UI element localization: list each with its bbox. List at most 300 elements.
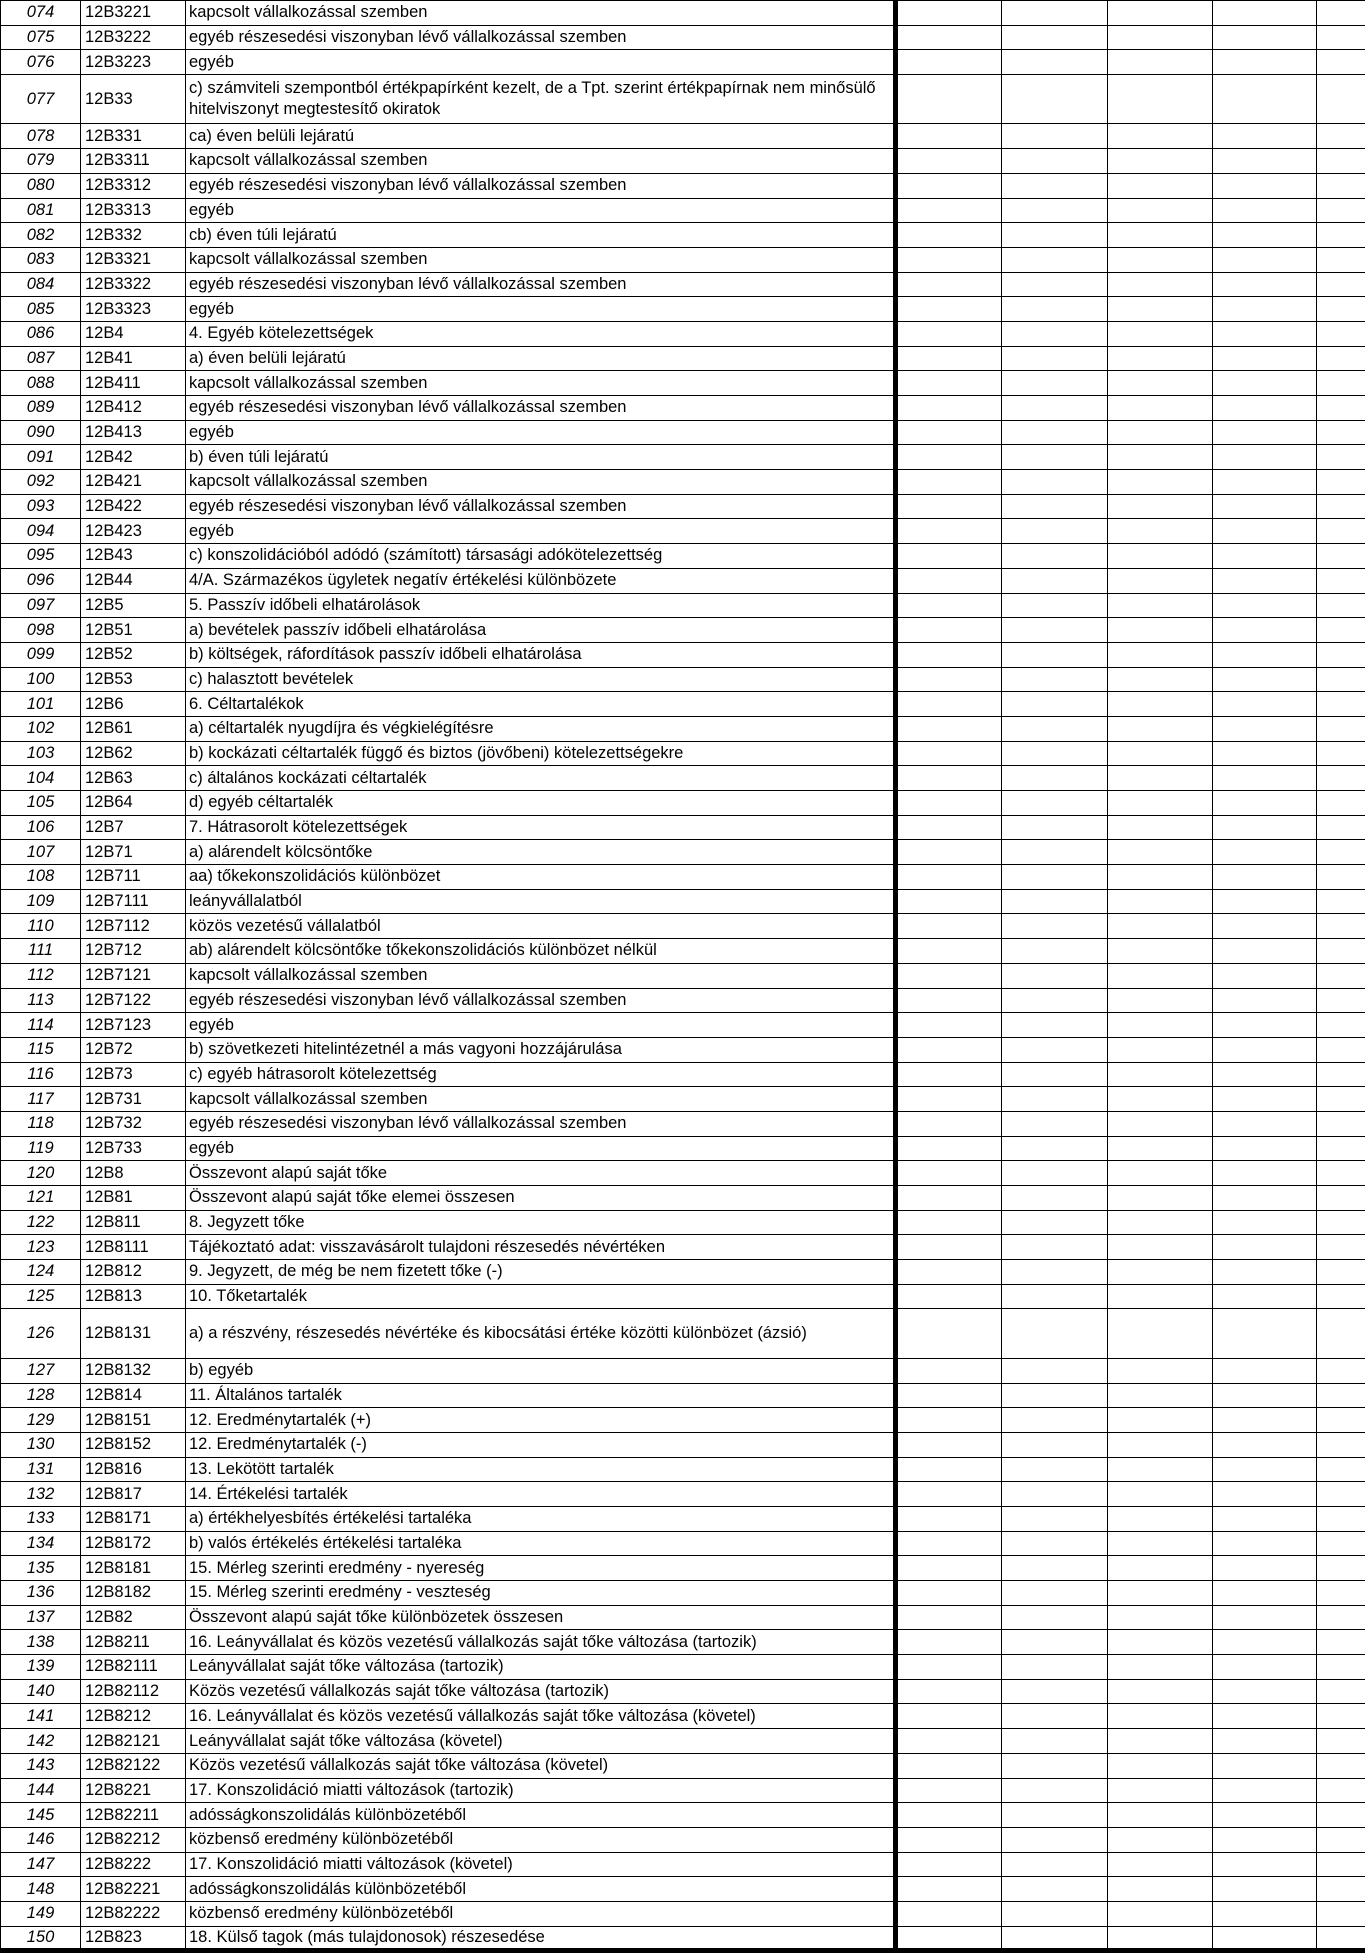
value-cell-1[interactable] xyxy=(896,1161,1002,1186)
value-cell-2[interactable] xyxy=(1002,1827,1108,1852)
value-cell-3[interactable] xyxy=(1108,519,1213,544)
value-cell-2[interactable] xyxy=(1002,1383,1108,1408)
value-cell-4[interactable] xyxy=(1213,1260,1317,1285)
value-cell-5[interactable] xyxy=(1317,1432,1365,1457)
value-cell-2[interactable] xyxy=(1002,889,1108,914)
value-cell-4[interactable] xyxy=(1213,1111,1317,1136)
value-cell-5[interactable] xyxy=(1317,1284,1365,1309)
value-cell-5[interactable] xyxy=(1317,840,1365,865)
value-cell-1[interactable] xyxy=(896,791,1002,816)
value-cell-3[interactable] xyxy=(1108,25,1213,50)
value-cell-4[interactable] xyxy=(1213,766,1317,791)
value-cell-5[interactable] xyxy=(1317,914,1365,939)
value-cell-3[interactable] xyxy=(1108,1531,1213,1556)
value-cell-2[interactable] xyxy=(1002,1605,1108,1630)
value-cell-3[interactable] xyxy=(1108,1309,1213,1358)
value-cell-1[interactable] xyxy=(896,1581,1002,1606)
value-cell-1[interactable] xyxy=(896,963,1002,988)
value-cell-4[interactable] xyxy=(1213,445,1317,470)
value-cell-4[interactable] xyxy=(1213,1581,1317,1606)
value-cell-1[interactable] xyxy=(896,1,1002,26)
value-cell-5[interactable] xyxy=(1317,1852,1365,1877)
value-cell-1[interactable] xyxy=(896,396,1002,421)
value-cell-1[interactable] xyxy=(896,1087,1002,1112)
value-cell-3[interactable] xyxy=(1108,1037,1213,1062)
value-cell-5[interactable] xyxy=(1317,1186,1365,1211)
value-cell-2[interactable] xyxy=(1002,198,1108,223)
value-cell-5[interactable] xyxy=(1317,25,1365,50)
value-cell-1[interactable] xyxy=(896,1753,1002,1778)
value-cell-5[interactable] xyxy=(1317,889,1365,914)
value-cell-5[interactable] xyxy=(1317,642,1365,667)
value-cell-1[interactable] xyxy=(896,1655,1002,1680)
value-cell-2[interactable] xyxy=(1002,568,1108,593)
value-cell-5[interactable] xyxy=(1317,519,1365,544)
value-cell-5[interactable] xyxy=(1317,1,1365,26)
value-cell-1[interactable] xyxy=(896,1803,1002,1828)
value-cell-3[interactable] xyxy=(1108,939,1213,964)
value-cell-2[interactable] xyxy=(1002,544,1108,569)
value-cell-4[interactable] xyxy=(1213,470,1317,495)
value-cell-5[interactable] xyxy=(1317,470,1365,495)
value-cell-1[interactable] xyxy=(896,1852,1002,1877)
value-cell-4[interactable] xyxy=(1213,1432,1317,1457)
value-cell-4[interactable] xyxy=(1213,1309,1317,1358)
value-cell-1[interactable] xyxy=(896,1383,1002,1408)
value-cell-5[interactable] xyxy=(1317,445,1365,470)
value-cell-4[interactable] xyxy=(1213,1605,1317,1630)
value-cell-3[interactable] xyxy=(1108,1506,1213,1531)
value-cell-2[interactable] xyxy=(1002,1235,1108,1260)
value-cell-3[interactable] xyxy=(1108,1729,1213,1754)
value-cell-1[interactable] xyxy=(896,1556,1002,1581)
value-cell-2[interactable] xyxy=(1002,1260,1108,1285)
value-cell-1[interactable] xyxy=(896,1926,1002,1951)
value-cell-5[interactable] xyxy=(1317,297,1365,322)
value-cell-3[interactable] xyxy=(1108,1111,1213,1136)
value-cell-1[interactable] xyxy=(896,75,1002,124)
value-cell-1[interactable] xyxy=(896,889,1002,914)
value-cell-1[interactable] xyxy=(896,1877,1002,1902)
value-cell-3[interactable] xyxy=(1108,173,1213,198)
value-cell-5[interactable] xyxy=(1317,1803,1365,1828)
value-cell-2[interactable] xyxy=(1002,1531,1108,1556)
value-cell-2[interactable] xyxy=(1002,173,1108,198)
value-cell-4[interactable] xyxy=(1213,1630,1317,1655)
value-cell-4[interactable] xyxy=(1213,741,1317,766)
value-cell-3[interactable] xyxy=(1108,618,1213,643)
value-cell-3[interactable] xyxy=(1108,642,1213,667)
value-cell-5[interactable] xyxy=(1317,346,1365,371)
value-cell-3[interactable] xyxy=(1108,914,1213,939)
value-cell-3[interactable] xyxy=(1108,865,1213,890)
value-cell-2[interactable] xyxy=(1002,247,1108,272)
value-cell-1[interactable] xyxy=(896,1136,1002,1161)
value-cell-4[interactable] xyxy=(1213,815,1317,840)
value-cell-2[interactable] xyxy=(1002,1457,1108,1482)
value-cell-1[interactable] xyxy=(896,1432,1002,1457)
value-cell-3[interactable] xyxy=(1108,1087,1213,1112)
value-cell-4[interactable] xyxy=(1213,247,1317,272)
value-cell-3[interactable] xyxy=(1108,1136,1213,1161)
value-cell-1[interactable] xyxy=(896,1358,1002,1383)
value-cell-5[interactable] xyxy=(1317,1901,1365,1926)
value-cell-3[interactable] xyxy=(1108,1210,1213,1235)
value-cell-2[interactable] xyxy=(1002,1482,1108,1507)
value-cell-4[interactable] xyxy=(1213,1358,1317,1383)
value-cell-2[interactable] xyxy=(1002,1432,1108,1457)
value-cell-4[interactable] xyxy=(1213,988,1317,1013)
value-cell-4[interactable] xyxy=(1213,568,1317,593)
value-cell-1[interactable] xyxy=(896,1210,1002,1235)
value-cell-4[interactable] xyxy=(1213,1877,1317,1902)
value-cell-2[interactable] xyxy=(1002,346,1108,371)
value-cell-5[interactable] xyxy=(1317,1753,1365,1778)
value-cell-3[interactable] xyxy=(1108,1655,1213,1680)
value-cell-2[interactable] xyxy=(1002,1284,1108,1309)
value-cell-2[interactable] xyxy=(1002,1852,1108,1877)
value-cell-4[interactable] xyxy=(1213,396,1317,421)
value-cell-4[interactable] xyxy=(1213,1704,1317,1729)
value-cell-5[interactable] xyxy=(1317,1655,1365,1680)
value-cell-5[interactable] xyxy=(1317,1383,1365,1408)
value-cell-2[interactable] xyxy=(1002,1,1108,26)
value-cell-5[interactable] xyxy=(1317,939,1365,964)
value-cell-1[interactable] xyxy=(896,124,1002,149)
value-cell-4[interactable] xyxy=(1213,939,1317,964)
value-cell-3[interactable] xyxy=(1108,1581,1213,1606)
value-cell-3[interactable] xyxy=(1108,1901,1213,1926)
value-cell-4[interactable] xyxy=(1213,494,1317,519)
value-cell-3[interactable] xyxy=(1108,568,1213,593)
value-cell-5[interactable] xyxy=(1317,1581,1365,1606)
value-cell-2[interactable] xyxy=(1002,396,1108,421)
value-cell-3[interactable] xyxy=(1108,223,1213,248)
value-cell-4[interactable] xyxy=(1213,50,1317,75)
value-cell-3[interactable] xyxy=(1108,1679,1213,1704)
value-cell-4[interactable] xyxy=(1213,791,1317,816)
value-cell-4[interactable] xyxy=(1213,618,1317,643)
value-cell-1[interactable] xyxy=(896,642,1002,667)
value-cell-5[interactable] xyxy=(1317,420,1365,445)
value-cell-3[interactable] xyxy=(1108,963,1213,988)
value-cell-5[interactable] xyxy=(1317,1531,1365,1556)
value-cell-2[interactable] xyxy=(1002,1309,1108,1358)
value-cell-1[interactable] xyxy=(896,1111,1002,1136)
value-cell-4[interactable] xyxy=(1213,716,1317,741)
value-cell-1[interactable] xyxy=(896,470,1002,495)
value-cell-1[interactable] xyxy=(896,1630,1002,1655)
value-cell-4[interactable] xyxy=(1213,1926,1317,1951)
value-cell-5[interactable] xyxy=(1317,568,1365,593)
value-cell-1[interactable] xyxy=(896,247,1002,272)
value-cell-3[interactable] xyxy=(1108,1408,1213,1433)
value-cell-4[interactable] xyxy=(1213,371,1317,396)
value-cell-1[interactable] xyxy=(896,1408,1002,1433)
value-cell-3[interactable] xyxy=(1108,1877,1213,1902)
value-cell-4[interactable] xyxy=(1213,1235,1317,1260)
value-cell-2[interactable] xyxy=(1002,1087,1108,1112)
value-cell-4[interactable] xyxy=(1213,1753,1317,1778)
value-cell-3[interactable] xyxy=(1108,272,1213,297)
value-cell-3[interactable] xyxy=(1108,1605,1213,1630)
value-cell-2[interactable] xyxy=(1002,1679,1108,1704)
value-cell-3[interactable] xyxy=(1108,692,1213,717)
value-cell-2[interactable] xyxy=(1002,791,1108,816)
value-cell-4[interactable] xyxy=(1213,1531,1317,1556)
value-cell-2[interactable] xyxy=(1002,1186,1108,1211)
value-cell-5[interactable] xyxy=(1317,124,1365,149)
value-cell-1[interactable] xyxy=(896,865,1002,890)
value-cell-4[interactable] xyxy=(1213,297,1317,322)
value-cell-4[interactable] xyxy=(1213,1087,1317,1112)
value-cell-3[interactable] xyxy=(1108,1284,1213,1309)
value-cell-4[interactable] xyxy=(1213,667,1317,692)
value-cell-1[interactable] xyxy=(896,1284,1002,1309)
value-cell-5[interactable] xyxy=(1317,1926,1365,1951)
value-cell-4[interactable] xyxy=(1213,1803,1317,1828)
value-cell-5[interactable] xyxy=(1317,1111,1365,1136)
value-cell-5[interactable] xyxy=(1317,1309,1365,1358)
value-cell-1[interactable] xyxy=(896,445,1002,470)
value-cell-3[interactable] xyxy=(1108,815,1213,840)
value-cell-1[interactable] xyxy=(896,593,1002,618)
value-cell-2[interactable] xyxy=(1002,1778,1108,1803)
value-cell-2[interactable] xyxy=(1002,149,1108,174)
value-cell-5[interactable] xyxy=(1317,1260,1365,1285)
value-cell-4[interactable] xyxy=(1213,544,1317,569)
value-cell-1[interactable] xyxy=(896,840,1002,865)
value-cell-1[interactable] xyxy=(896,1309,1002,1358)
value-cell-5[interactable] xyxy=(1317,1704,1365,1729)
value-cell-1[interactable] xyxy=(896,321,1002,346)
value-cell-3[interactable] xyxy=(1108,1013,1213,1038)
value-cell-2[interactable] xyxy=(1002,1013,1108,1038)
value-cell-4[interactable] xyxy=(1213,1778,1317,1803)
value-cell-2[interactable] xyxy=(1002,1753,1108,1778)
value-cell-1[interactable] xyxy=(896,815,1002,840)
value-cell-4[interactable] xyxy=(1213,914,1317,939)
value-cell-1[interactable] xyxy=(896,1827,1002,1852)
value-cell-3[interactable] xyxy=(1108,1,1213,26)
value-cell-2[interactable] xyxy=(1002,1901,1108,1926)
value-cell-5[interactable] xyxy=(1317,1136,1365,1161)
value-cell-2[interactable] xyxy=(1002,939,1108,964)
value-cell-4[interactable] xyxy=(1213,1013,1317,1038)
value-cell-2[interactable] xyxy=(1002,1803,1108,1828)
value-cell-5[interactable] xyxy=(1317,494,1365,519)
value-cell-3[interactable] xyxy=(1108,741,1213,766)
value-cell-5[interactable] xyxy=(1317,396,1365,421)
value-cell-4[interactable] xyxy=(1213,75,1317,124)
value-cell-3[interactable] xyxy=(1108,420,1213,445)
value-cell-4[interactable] xyxy=(1213,1284,1317,1309)
value-cell-3[interactable] xyxy=(1108,297,1213,322)
value-cell-4[interactable] xyxy=(1213,198,1317,223)
value-cell-5[interactable] xyxy=(1317,544,1365,569)
value-cell-5[interactable] xyxy=(1317,593,1365,618)
value-cell-1[interactable] xyxy=(896,1235,1002,1260)
value-cell-4[interactable] xyxy=(1213,1827,1317,1852)
value-cell-3[interactable] xyxy=(1108,840,1213,865)
value-cell-5[interactable] xyxy=(1317,1037,1365,1062)
value-cell-4[interactable] xyxy=(1213,173,1317,198)
value-cell-4[interactable] xyxy=(1213,519,1317,544)
value-cell-1[interactable] xyxy=(896,25,1002,50)
value-cell-3[interactable] xyxy=(1108,445,1213,470)
value-cell-2[interactable] xyxy=(1002,272,1108,297)
value-cell-1[interactable] xyxy=(896,1679,1002,1704)
value-cell-3[interactable] xyxy=(1108,1358,1213,1383)
value-cell-1[interactable] xyxy=(896,1482,1002,1507)
value-cell-3[interactable] xyxy=(1108,593,1213,618)
value-cell-2[interactable] xyxy=(1002,420,1108,445)
value-cell-2[interactable] xyxy=(1002,716,1108,741)
value-cell-5[interactable] xyxy=(1317,1408,1365,1433)
value-cell-2[interactable] xyxy=(1002,494,1108,519)
value-cell-2[interactable] xyxy=(1002,1506,1108,1531)
value-cell-4[interactable] xyxy=(1213,642,1317,667)
value-cell-2[interactable] xyxy=(1002,988,1108,1013)
value-cell-3[interactable] xyxy=(1108,247,1213,272)
value-cell-2[interactable] xyxy=(1002,840,1108,865)
value-cell-1[interactable] xyxy=(896,1778,1002,1803)
value-cell-2[interactable] xyxy=(1002,1037,1108,1062)
value-cell-1[interactable] xyxy=(896,1605,1002,1630)
value-cell-3[interactable] xyxy=(1108,346,1213,371)
value-cell-5[interactable] xyxy=(1317,667,1365,692)
value-cell-5[interactable] xyxy=(1317,1358,1365,1383)
value-cell-1[interactable] xyxy=(896,1729,1002,1754)
value-cell-4[interactable] xyxy=(1213,1457,1317,1482)
value-cell-3[interactable] xyxy=(1108,766,1213,791)
value-cell-4[interactable] xyxy=(1213,865,1317,890)
value-cell-1[interactable] xyxy=(896,667,1002,692)
value-cell-2[interactable] xyxy=(1002,766,1108,791)
value-cell-1[interactable] xyxy=(896,618,1002,643)
value-cell-2[interactable] xyxy=(1002,1729,1108,1754)
value-cell-5[interactable] xyxy=(1317,791,1365,816)
value-cell-1[interactable] xyxy=(896,1901,1002,1926)
value-cell-4[interactable] xyxy=(1213,25,1317,50)
value-cell-2[interactable] xyxy=(1002,1877,1108,1902)
value-cell-2[interactable] xyxy=(1002,1926,1108,1951)
value-cell-4[interactable] xyxy=(1213,1408,1317,1433)
value-cell-1[interactable] xyxy=(896,198,1002,223)
value-cell-1[interactable] xyxy=(896,766,1002,791)
value-cell-4[interactable] xyxy=(1213,840,1317,865)
value-cell-3[interactable] xyxy=(1108,716,1213,741)
value-cell-2[interactable] xyxy=(1002,1161,1108,1186)
value-cell-5[interactable] xyxy=(1317,1729,1365,1754)
value-cell-4[interactable] xyxy=(1213,1383,1317,1408)
value-cell-5[interactable] xyxy=(1317,1457,1365,1482)
value-cell-1[interactable] xyxy=(896,1260,1002,1285)
value-cell-5[interactable] xyxy=(1317,50,1365,75)
value-cell-3[interactable] xyxy=(1108,1704,1213,1729)
value-cell-2[interactable] xyxy=(1002,445,1108,470)
value-cell-5[interactable] xyxy=(1317,1062,1365,1087)
value-cell-5[interactable] xyxy=(1317,1605,1365,1630)
value-cell-1[interactable] xyxy=(896,1186,1002,1211)
value-cell-5[interactable] xyxy=(1317,1827,1365,1852)
value-cell-2[interactable] xyxy=(1002,371,1108,396)
value-cell-1[interactable] xyxy=(896,1506,1002,1531)
value-cell-1[interactable] xyxy=(896,939,1002,964)
value-cell-5[interactable] xyxy=(1317,223,1365,248)
value-cell-3[interactable] xyxy=(1108,1852,1213,1877)
value-cell-3[interactable] xyxy=(1108,1753,1213,1778)
value-cell-1[interactable] xyxy=(896,716,1002,741)
value-cell-1[interactable] xyxy=(896,1037,1002,1062)
value-cell-3[interactable] xyxy=(1108,1161,1213,1186)
value-cell-4[interactable] xyxy=(1213,1,1317,26)
value-cell-3[interactable] xyxy=(1108,791,1213,816)
value-cell-4[interactable] xyxy=(1213,1037,1317,1062)
value-cell-2[interactable] xyxy=(1002,470,1108,495)
value-cell-3[interactable] xyxy=(1108,470,1213,495)
value-cell-1[interactable] xyxy=(896,297,1002,322)
value-cell-3[interactable] xyxy=(1108,988,1213,1013)
value-cell-5[interactable] xyxy=(1317,1877,1365,1902)
value-cell-4[interactable] xyxy=(1213,1901,1317,1926)
value-cell-3[interactable] xyxy=(1108,1926,1213,1951)
value-cell-4[interactable] xyxy=(1213,321,1317,346)
value-cell-2[interactable] xyxy=(1002,1358,1108,1383)
value-cell-5[interactable] xyxy=(1317,692,1365,717)
value-cell-5[interactable] xyxy=(1317,1087,1365,1112)
value-cell-5[interactable] xyxy=(1317,75,1365,124)
value-cell-1[interactable] xyxy=(896,223,1002,248)
value-cell-4[interactable] xyxy=(1213,593,1317,618)
value-cell-5[interactable] xyxy=(1317,371,1365,396)
value-cell-1[interactable] xyxy=(896,519,1002,544)
value-cell-3[interactable] xyxy=(1108,1186,1213,1211)
value-cell-1[interactable] xyxy=(896,692,1002,717)
value-cell-2[interactable] xyxy=(1002,667,1108,692)
value-cell-3[interactable] xyxy=(1108,889,1213,914)
value-cell-5[interactable] xyxy=(1317,1013,1365,1038)
value-cell-1[interactable] xyxy=(896,988,1002,1013)
value-cell-5[interactable] xyxy=(1317,247,1365,272)
value-cell-5[interactable] xyxy=(1317,716,1365,741)
value-cell-4[interactable] xyxy=(1213,1210,1317,1235)
value-cell-5[interactable] xyxy=(1317,1210,1365,1235)
value-cell-1[interactable] xyxy=(896,173,1002,198)
value-cell-5[interactable] xyxy=(1317,1679,1365,1704)
value-cell-2[interactable] xyxy=(1002,642,1108,667)
value-cell-3[interactable] xyxy=(1108,1260,1213,1285)
value-cell-2[interactable] xyxy=(1002,25,1108,50)
value-cell-1[interactable] xyxy=(896,50,1002,75)
value-cell-1[interactable] xyxy=(896,914,1002,939)
value-cell-1[interactable] xyxy=(896,1013,1002,1038)
value-cell-5[interactable] xyxy=(1317,173,1365,198)
value-cell-2[interactable] xyxy=(1002,223,1108,248)
value-cell-1[interactable] xyxy=(896,420,1002,445)
value-cell-3[interactable] xyxy=(1108,1432,1213,1457)
value-cell-1[interactable] xyxy=(896,741,1002,766)
value-cell-4[interactable] xyxy=(1213,1679,1317,1704)
value-cell-5[interactable] xyxy=(1317,766,1365,791)
value-cell-3[interactable] xyxy=(1108,1383,1213,1408)
value-cell-2[interactable] xyxy=(1002,1210,1108,1235)
value-cell-3[interactable] xyxy=(1108,1062,1213,1087)
value-cell-3[interactable] xyxy=(1108,371,1213,396)
value-cell-2[interactable] xyxy=(1002,1655,1108,1680)
value-cell-5[interactable] xyxy=(1317,321,1365,346)
value-cell-2[interactable] xyxy=(1002,1556,1108,1581)
